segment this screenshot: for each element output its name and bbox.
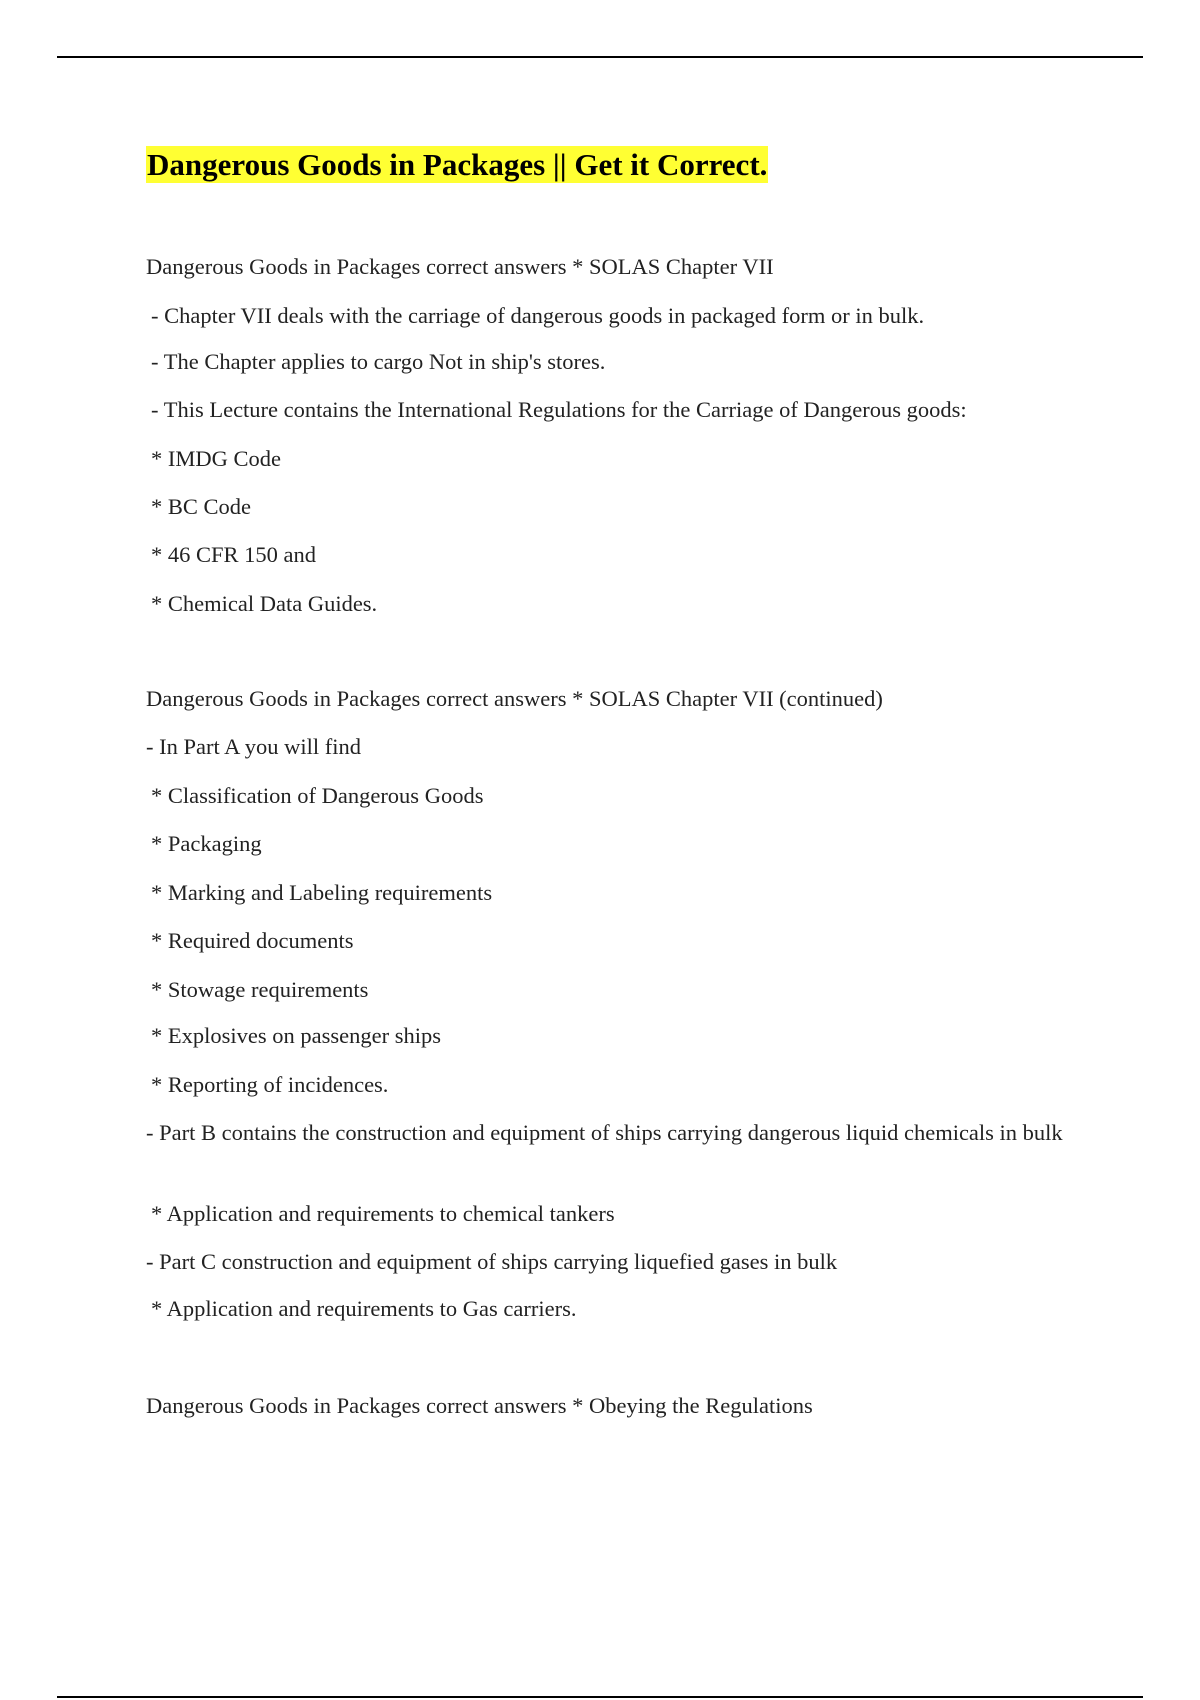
section-2-bullet: * Classification of Dangerous Goods [151, 783, 484, 808]
section-1-line: - This Lecture contains the International Regulations for the Carriage of Dangerous goods: [151, 397, 967, 422]
section-2-bullet: * Explosives on passenger ships [151, 1023, 441, 1048]
section-2-heading: Dangerous Goods in Packages correct answers * SOLAS Chapter VII (continued) [146, 686, 883, 711]
section-2-bullet: * Reporting of incidences. [151, 1072, 389, 1097]
document-title [146, 145, 768, 185]
section-1-heading: Dangerous Goods in Packages correct answers * SOLAS Chapter VII [146, 254, 774, 279]
section-2-bullet: * Marking and Labeling requirements [151, 880, 493, 905]
section-2-bullet: * Stowage requirements [151, 977, 369, 1002]
header-rule [57, 56, 1143, 58]
section-1-bullet: * BC Code [151, 494, 252, 519]
section-1-bullet: * IMDG Code [151, 446, 281, 471]
section-1-bullet: * Chemical Data Guides. [151, 591, 378, 616]
section-1-line: - The Chapter applies to cargo Not in ship's stores. [151, 349, 606, 374]
highlighted-title-text: Dangerous Goods in Packages || Get it Correct. [147, 147, 768, 182]
section-2-bullet: * Packaging [151, 831, 262, 856]
section-3-heading: Dangerous Goods in Packages correct answers * Obeying the Regulations [146, 1393, 813, 1418]
section-2-line: - Part B contains the construction and equipment of ships carrying dangerous liquid chemicals in bulk [146, 1120, 1063, 1145]
section-2-bullet: * Application and requirements to Gas carriers. [151, 1296, 577, 1321]
section-2-line: - In Part A you will find [146, 734, 361, 759]
section-2-bullet: * Application and requirements to chemical tankers [151, 1201, 615, 1226]
section-1-line: - Chapter VII deals with the carriage of dangerous goods in packaged form or in bulk. [151, 303, 925, 328]
section-1-bullet: * 46 CFR 150 and [151, 542, 317, 567]
section-2-bullet: * Required documents [151, 928, 354, 953]
section-2-line: - Part C construction and equipment of ships carrying liquefied gases in bulk [146, 1249, 838, 1274]
footer-rule [57, 1696, 1143, 1698]
